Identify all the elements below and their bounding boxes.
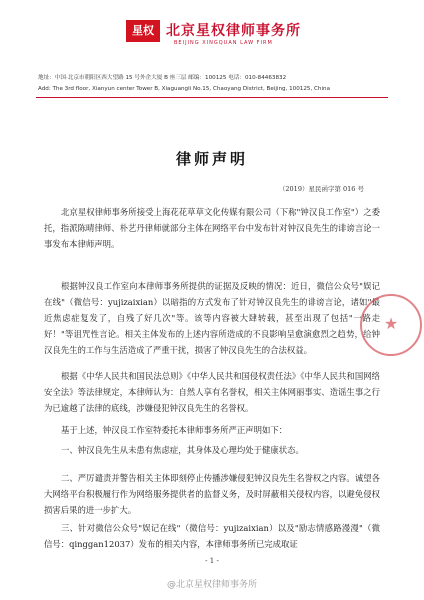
- document-title: 律师声明: [175, 150, 248, 168]
- address-en: Add: The 3rd floor, Xianyun center Tower B, Xiaguangli No.15, Chaoyang District, Beijing, 100125, China: [38, 86, 330, 92]
- paragraph-6: 二、严厉谴责并警告相关主体即刻停止传播涉嫌侵犯钟汉良先生名誉权之内容。诚望各大网络平台积极履行作为网络服务提供者的监督义务，及时屏蔽相关侵权内容，以避免侵权损害后果的进一步扩大。: [44, 473, 380, 515]
- watermark: @北京星权律师事务所: [166, 580, 257, 590]
- firm-name-en: BEIJING XINGQUAN LAW FIRM: [174, 40, 273, 46]
- document-number: （2019）星民函字第 016 号: [278, 185, 364, 193]
- letterhead-divider: [36, 97, 388, 98]
- page-number: - 1 -: [205, 557, 219, 565]
- paragraph-7: 三、针对微信公众号"娱记在线"（微信号：yujizaixian）以及"励志情感路漫漫"（微信号：qinggan12037）发布的相关内容，本律师事务所已完成取证: [44, 523, 380, 549]
- paragraph-3: 根据《中华人民共和国民法总则》《中华人民共和国侵权责任法》《中华人民共和国网络安全法》等法律规定，本律师认为：自然人享有名誉权，相关主体网丽事实、造谣生事之行为已逾越了法律的底线，涉嫌侵犯钟汉良先生的名誉权。: [44, 371, 380, 413]
- paragraph-4: 基于上述，钟汉良工作室特委托本律师事务所严正声明如下：: [61, 425, 288, 435]
- paragraph-2: 根据钟汉良工作室向本律师事务所提供的证据及反映的情况：近日，微信公众号"娱记在线"（微信号：yujizaixian）以暗指的方式发布了针对钟汉良先生的诽谤言论，诸如"最近焦虑症复发了，自残了好几次"等。该等内容被大肆转载，甚至出现了包括"一路走好！"等诅咒性言论。相关主体发布的上述内容所造成的不良影响呈愈演愈烈之趋势，给钟汉良先生的工作与生活造成了严重干扰，损害了钟汉良先生的合法权益。: [44, 281, 380, 355]
- firm-name-cn: 北京星权律师事务所: [166, 23, 301, 39]
- firm-logo: [126, 14, 306, 54]
- address-cn: 地址：中国·北京市朝阳区西大望路 15 号外企大厦 B 座三层 邮编：100125 电话：010-84463832: [38, 75, 287, 81]
- paragraph-1: 北京星权律师事务所接受上海花花草草文化传媒有限公司（下称"钟汉良工作室"）之委托，指派陈晴律师、朴艺丹律师就部分主体在网络平台中发布针对钟汉良先生的诽谤言论一事发布本律师声明。: [44, 207, 380, 249]
- logo-mark-icon: 星权: [126, 20, 160, 42]
- paragraph-5: 一、钟汉良先生从未患有焦虑症，其身体及心理均处于健康状态。: [61, 445, 304, 455]
- seal-stamp-icon: [360, 294, 422, 356]
- star-icon: ★: [383, 314, 399, 333]
